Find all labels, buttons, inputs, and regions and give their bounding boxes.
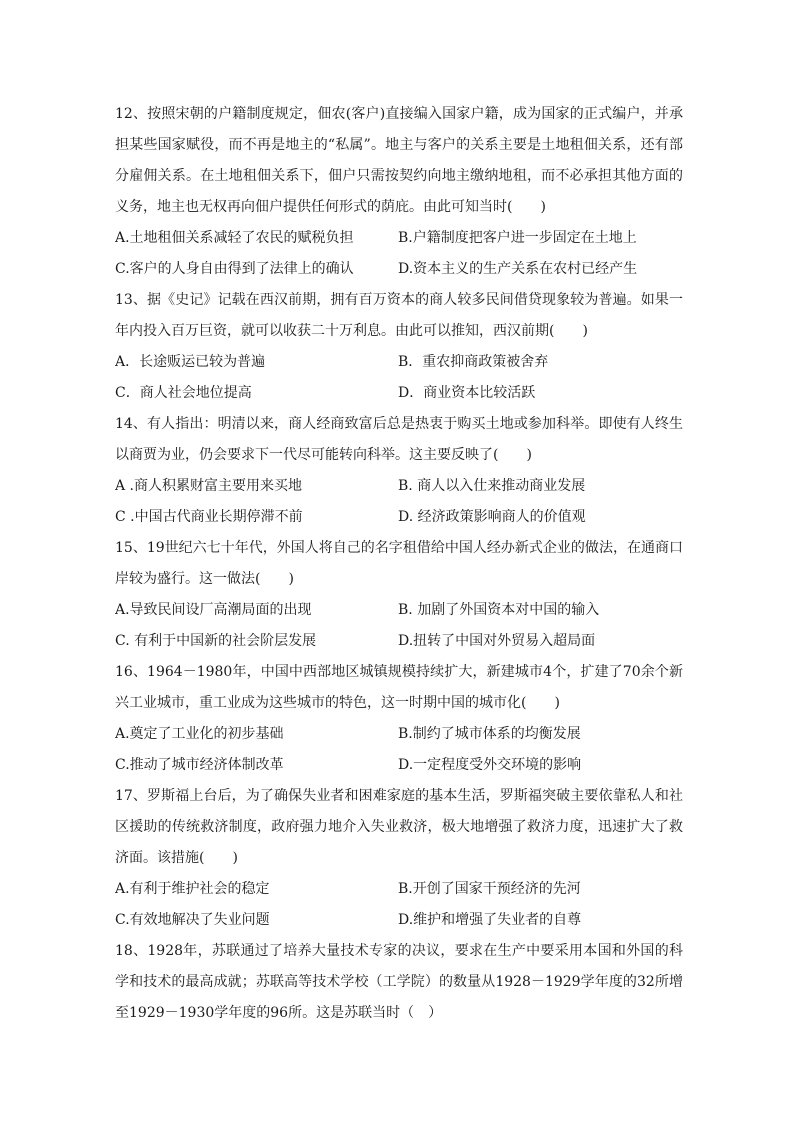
question-stem: 14、有人指出：明清以来，商人经商致富后总是热衷于购买土地或参加科举。即使有人终生以商贾为业，仍会要求下一代尽可能转向科举。这主要反映了( ) [115,416,683,463]
option-c: C．商人社会地位提高 [115,385,252,401]
question-stem: 15、19世纪六七十年代，外国人将自己的名字租借给中国人经办新式企业的做法，在通商口岸较为盛行。这一做法( ) [115,540,683,587]
option-list [115,347,683,409]
option-a: A.土地租佃关系减轻了农民的赋税负担 [115,230,354,246]
question-stem: 13、据《史记》记载在西汉前期，拥有百万资本的商人较多民间借贷现象较为普遍。如果一年内投入百万巨资，就可以收获二十万利息。由此可以推知，西汉前期( ) [115,292,683,339]
option-a: A.奠定了工业化的初步基础 [115,726,284,742]
question-stem: 18、1928年，苏联通过了培养大量技术专家的决议，要求在生产中要采用本国和外国的科学和技术的最高成就；苏联高等技术学校（工学院）的数量从1928－1929学年度的32所增至1929－1930学年度的96所。这是苏联当时（ ） [115,943,683,1021]
question-stem: 12、按照宋朝的户籍制度规定，佃农(客户)直接编入国家户籍，成为国家的正式编户，并承担某些国家赋役，而不再是地主的“私属”。地主与客户的关系主要是土地租佃关系，还有部分雇佣关系。在土地租佃关系下，佃户只需按契约向地主缴纳地租，而不必承担其他方面的义务，地主也无权再向佃户提供任何形式的荫庇。由此可知当时( ) [115,106,683,215]
question-list [115,99,683,1029]
option-a: A.有利于维护社会的稳定 [115,881,270,897]
option-b: B. 商人以入仕来推动商业发展 [398,478,586,494]
question-14 [115,409,683,533]
question-13 [115,285,683,409]
option-d: D.维护和增强了失业者的自尊 [398,912,582,928]
option-b: B．重农抑商政策被舍弃 [398,354,549,370]
question-16 [115,657,683,781]
option-d: D.扭转了中国对外贸易入超局面 [398,633,596,649]
option-c: C .中国古代商业长期停滞不前 [115,509,303,525]
option-d: D.资本主义的生产关系在农村已经产生 [398,261,638,277]
option-b: B. 加剧了外国资本对中国的输入 [398,602,600,618]
question-stem: 16、1964－1980年，中国中西部地区城镇规模持续扩大，新建城市4个，扩建了70余个新兴工业城市，重工业成为这些城市的特色，这一时期中国的城市化( ) [115,664,683,711]
option-c: C.推动了城市经济体制改革 [115,757,284,773]
option-d: D. 经济政策影响商人的价值观 [398,509,586,525]
option-list [115,595,683,657]
option-list [115,874,683,936]
option-list [115,223,683,285]
option-c: C. 有利于中国新的社会阶层发展 [115,633,317,649]
option-a: A.导致民间设厂高潮局面的出现 [115,602,312,618]
option-a: A．长途贩运已较为普遍 [115,354,266,370]
question-15 [115,533,683,657]
question-18 [115,936,683,1029]
option-list [115,719,683,781]
option-b: B.户籍制度把客户进一步固定在土地上 [398,230,637,246]
question-stem: 17、罗斯福上台后，为了确保失业者和困难家庭的基本生活，罗斯福突破主要依靠私人和社区援助的传统救济制度，政府强力地介入失业救济，极大地增强了救济力度，迅速扩大了救济面。该措施( ) [115,788,683,866]
option-b: B.制约了城市体系的均衡发展 [398,726,581,742]
option-c: C.有效地解决了失业问题 [115,912,270,928]
question-17 [115,781,683,936]
option-b: B.开创了国家干预经济的先河 [398,881,581,897]
option-d: D.一定程度受外交环境的影响 [398,757,582,773]
option-d: D．商业资本比较活跃 [398,385,536,401]
option-list [115,471,683,533]
question-12 [115,99,683,285]
option-c: C.客户的人身自由得到了法律上的确认 [115,261,354,277]
option-a: A .商人积累财富主要用来买地 [115,478,303,494]
